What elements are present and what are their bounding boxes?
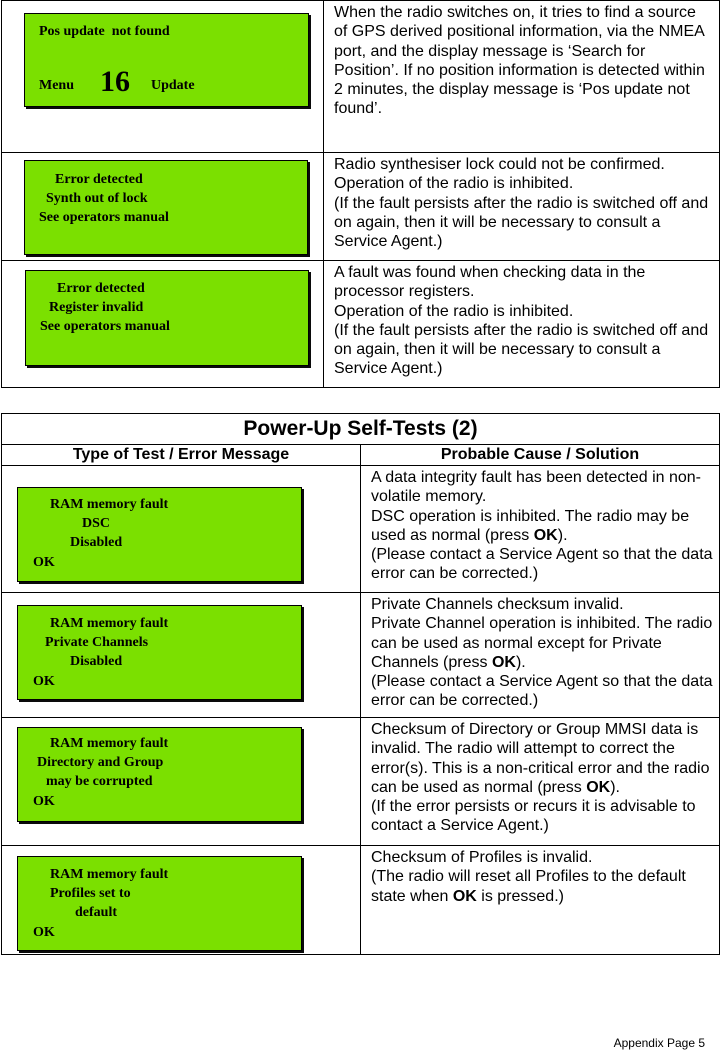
lcd-cell xyxy=(2,718,361,846)
table-row xyxy=(2,593,720,718)
description-text: DSC operation is inhibited. The radio may be used as normal (press OK). xyxy=(371,507,690,544)
lcd-cell xyxy=(2,466,361,593)
table-row xyxy=(2,153,720,261)
lcd-line: default xyxy=(75,905,117,920)
table-header-row xyxy=(2,445,720,466)
column-header: Type of Test / Error Message xyxy=(2,445,361,466)
self-tests-table xyxy=(1,413,720,955)
lcd-display xyxy=(17,727,302,822)
lcd-menu-label: Menu xyxy=(39,78,74,93)
lcd-update-label: Update xyxy=(151,78,195,93)
page-number: Appendix Page 5 xyxy=(613,1036,705,1050)
lcd-line: OK xyxy=(33,555,55,570)
lcd-line: OK xyxy=(33,794,55,809)
description-text: A fault was found when checking data in the processor registers. xyxy=(334,264,646,301)
lcd-line: OK xyxy=(33,674,55,689)
description-text: (Please contact a Service Agent so that the data error can be corrected.) xyxy=(371,673,713,710)
table-row xyxy=(2,261,720,388)
error-messages-table xyxy=(1,0,720,388)
lcd-line: See operators manual xyxy=(39,210,169,225)
lcd-line: Error detected xyxy=(57,281,145,296)
lcd-line: Register invalid xyxy=(49,300,144,315)
lcd-line: OK xyxy=(33,925,55,940)
lcd-display xyxy=(17,605,302,700)
description-text: A data integrity fault has been detected in non-volatile memory. xyxy=(371,469,702,506)
lcd-line: Error detected xyxy=(55,172,143,187)
lcd-cell xyxy=(2,1,324,153)
lcd-line: Disabled xyxy=(70,654,123,669)
lcd-line: Profiles set to xyxy=(50,886,131,901)
table-row xyxy=(2,466,720,593)
lcd-line: See operators manual xyxy=(40,319,170,334)
description-text: (If the fault persists after the radio is switched off and on again, then it will be necessary to consult a Service Agent.) xyxy=(334,321,709,378)
description-text: Operation of the radio is inhibited. xyxy=(334,302,574,320)
lcd-line: RAM memory fault xyxy=(50,867,169,882)
description-cell xyxy=(361,718,720,846)
lcd-display xyxy=(24,13,309,107)
lcd-line: Synth out of lock xyxy=(46,191,148,206)
lcd-line: Directory and Group xyxy=(37,755,164,770)
table-row xyxy=(2,718,720,846)
lcd-cell xyxy=(2,593,361,718)
lcd-display xyxy=(17,856,302,951)
lcd-line: may be corrupted xyxy=(46,774,153,789)
description-text: Private Channel operation is inhibited. The radio can be used as normal except for Private Channels (press OK). xyxy=(371,615,713,671)
description-cell xyxy=(324,261,720,388)
lcd-line: RAM memory fault xyxy=(50,497,169,512)
lcd-line: Disabled xyxy=(70,535,123,550)
description-text: When the radio switches on, it tries to find a source of GPS derived positional information, via the NMEA port, and the display message is ‘Search for Position’. If no position information is detected within 2 minutes, the display message is ‘Pos update not found’. xyxy=(334,4,705,118)
description-cell xyxy=(324,1,720,153)
lcd-line: RAM memory fault xyxy=(50,616,169,631)
description-text: Checksum of Profiles is invalid. xyxy=(371,849,593,866)
description-text: (The radio will reset all Profiles to the default state when OK is pressed.) xyxy=(371,868,686,905)
description-text: Checksum of Directory or Group MMSI data is invalid. The radio will attempt to correct the error(s). This is a non-critical error and the radio can be used as normal (press OK). xyxy=(371,721,710,796)
lcd-display xyxy=(24,160,308,255)
table-row xyxy=(2,846,720,955)
description-text: (Please contact a Service Agent so that the data error can be corrected.) xyxy=(371,546,713,583)
description-cell xyxy=(361,466,720,593)
description-text: (If the error persists or recurs it is advisable to contact a Service Agent.) xyxy=(371,798,696,835)
lcd-display xyxy=(17,487,302,582)
description-cell xyxy=(361,593,720,718)
lcd-cell xyxy=(2,261,324,388)
column-header: Probable Cause / Solution xyxy=(361,445,720,466)
lcd-channel-number: 16 xyxy=(100,65,130,98)
lcd-cell xyxy=(2,846,361,955)
table-row xyxy=(2,1,720,153)
lcd-line: Pos update not found xyxy=(39,24,170,39)
lcd-cell xyxy=(2,153,324,261)
lcd-line: RAM memory fault xyxy=(50,736,169,751)
description-text: Radio synthesiser lock could not be confirmed. Operation of the radio is inhibited. xyxy=(334,156,665,193)
lcd-display xyxy=(25,270,309,366)
description-cell xyxy=(361,846,720,955)
table-title: Power-Up Self-Tests (2) xyxy=(2,414,720,445)
lcd-line: DSC xyxy=(82,516,111,531)
description-cell xyxy=(324,153,720,261)
lcd-line: Private Channels xyxy=(45,635,149,650)
table-title-row xyxy=(2,414,720,445)
description-text: (If the fault persists after the radio is switched off and on again, then it will be necessary to consult a Service Agent.) xyxy=(334,194,709,251)
description-text: Private Channels checksum invalid. xyxy=(371,596,624,613)
